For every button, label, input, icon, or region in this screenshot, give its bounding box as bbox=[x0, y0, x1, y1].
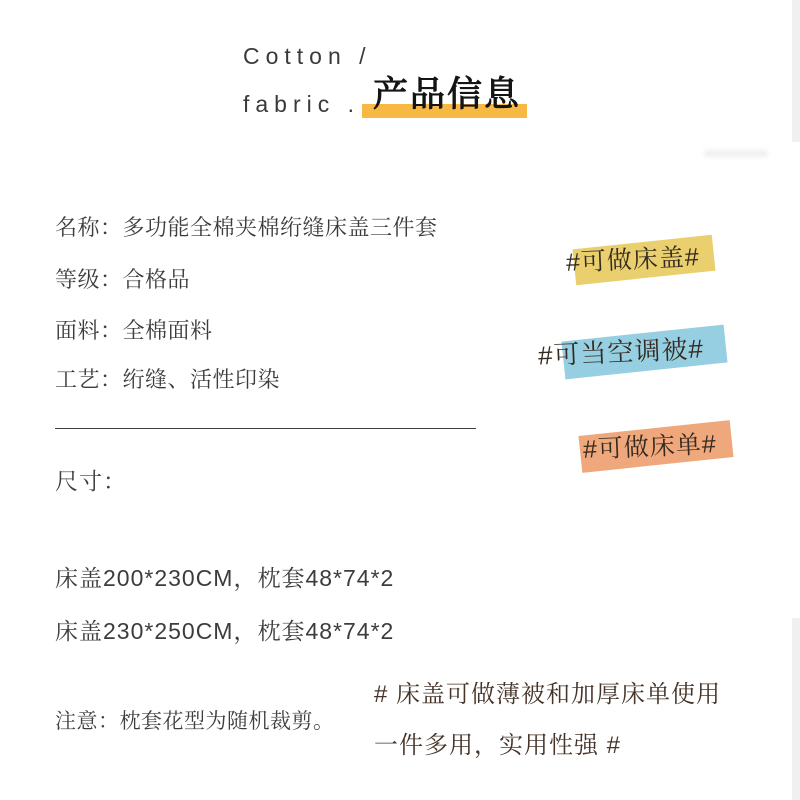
selling-point-line1: # 床盖可做薄被和加厚床单使用 bbox=[374, 681, 722, 708]
spec-value: 合格品 bbox=[122, 267, 191, 292]
spec-label: 面料： bbox=[55, 318, 123, 343]
hashtag-sticker-ac-quilt bbox=[530, 326, 742, 386]
spec-value: 全棉面料 bbox=[122, 318, 213, 343]
spec-label: 名称： bbox=[55, 215, 123, 240]
spec-value: 绗缝、活性印染 bbox=[122, 367, 281, 392]
spec-row-craft bbox=[55, 367, 280, 392]
sticker-text: #可做床盖# bbox=[565, 243, 701, 277]
scrollbar-track-top[interactable] bbox=[792, 0, 800, 142]
spec-row-name bbox=[55, 215, 438, 240]
size-section-heading: 尺寸： bbox=[55, 468, 127, 494]
sticker-text: #可当空调被# bbox=[537, 333, 705, 371]
spec-row-fabric bbox=[55, 318, 213, 343]
spec-label: 工艺： bbox=[55, 367, 123, 392]
eyebrow-text-line1: Cotton / bbox=[243, 43, 372, 69]
size-option-2: 床盖230*250CM，枕套48*74*2 bbox=[55, 618, 395, 644]
note-row bbox=[55, 710, 335, 734]
spec-value: 多功能全棉夹棉绗缝床盖三件套 bbox=[122, 215, 438, 240]
size-option-1: 床盖200*230CM，枕套48*74*2 bbox=[55, 565, 395, 591]
selling-point-line2: 一件多用，实用性强 # bbox=[374, 732, 622, 759]
note-value: 枕套花型为随机裁剪。 bbox=[119, 710, 335, 733]
page-title: 产品信息 bbox=[373, 75, 522, 114]
spec-row-grade bbox=[55, 267, 190, 292]
shadow-artifact bbox=[704, 150, 768, 157]
spec-label: 等级： bbox=[55, 267, 123, 292]
eyebrow-text-line2: fabric . bbox=[243, 91, 361, 117]
section-divider bbox=[55, 428, 476, 429]
page-title-block bbox=[362, 77, 542, 119]
note-label: 注意： bbox=[55, 710, 120, 733]
hashtag-sticker-bedcover bbox=[556, 236, 731, 292]
hashtag-sticker-bedsheet bbox=[572, 422, 750, 478]
scrollbar-track-bottom[interactable] bbox=[792, 618, 800, 800]
sticker-text: #可做床单# bbox=[582, 430, 718, 464]
